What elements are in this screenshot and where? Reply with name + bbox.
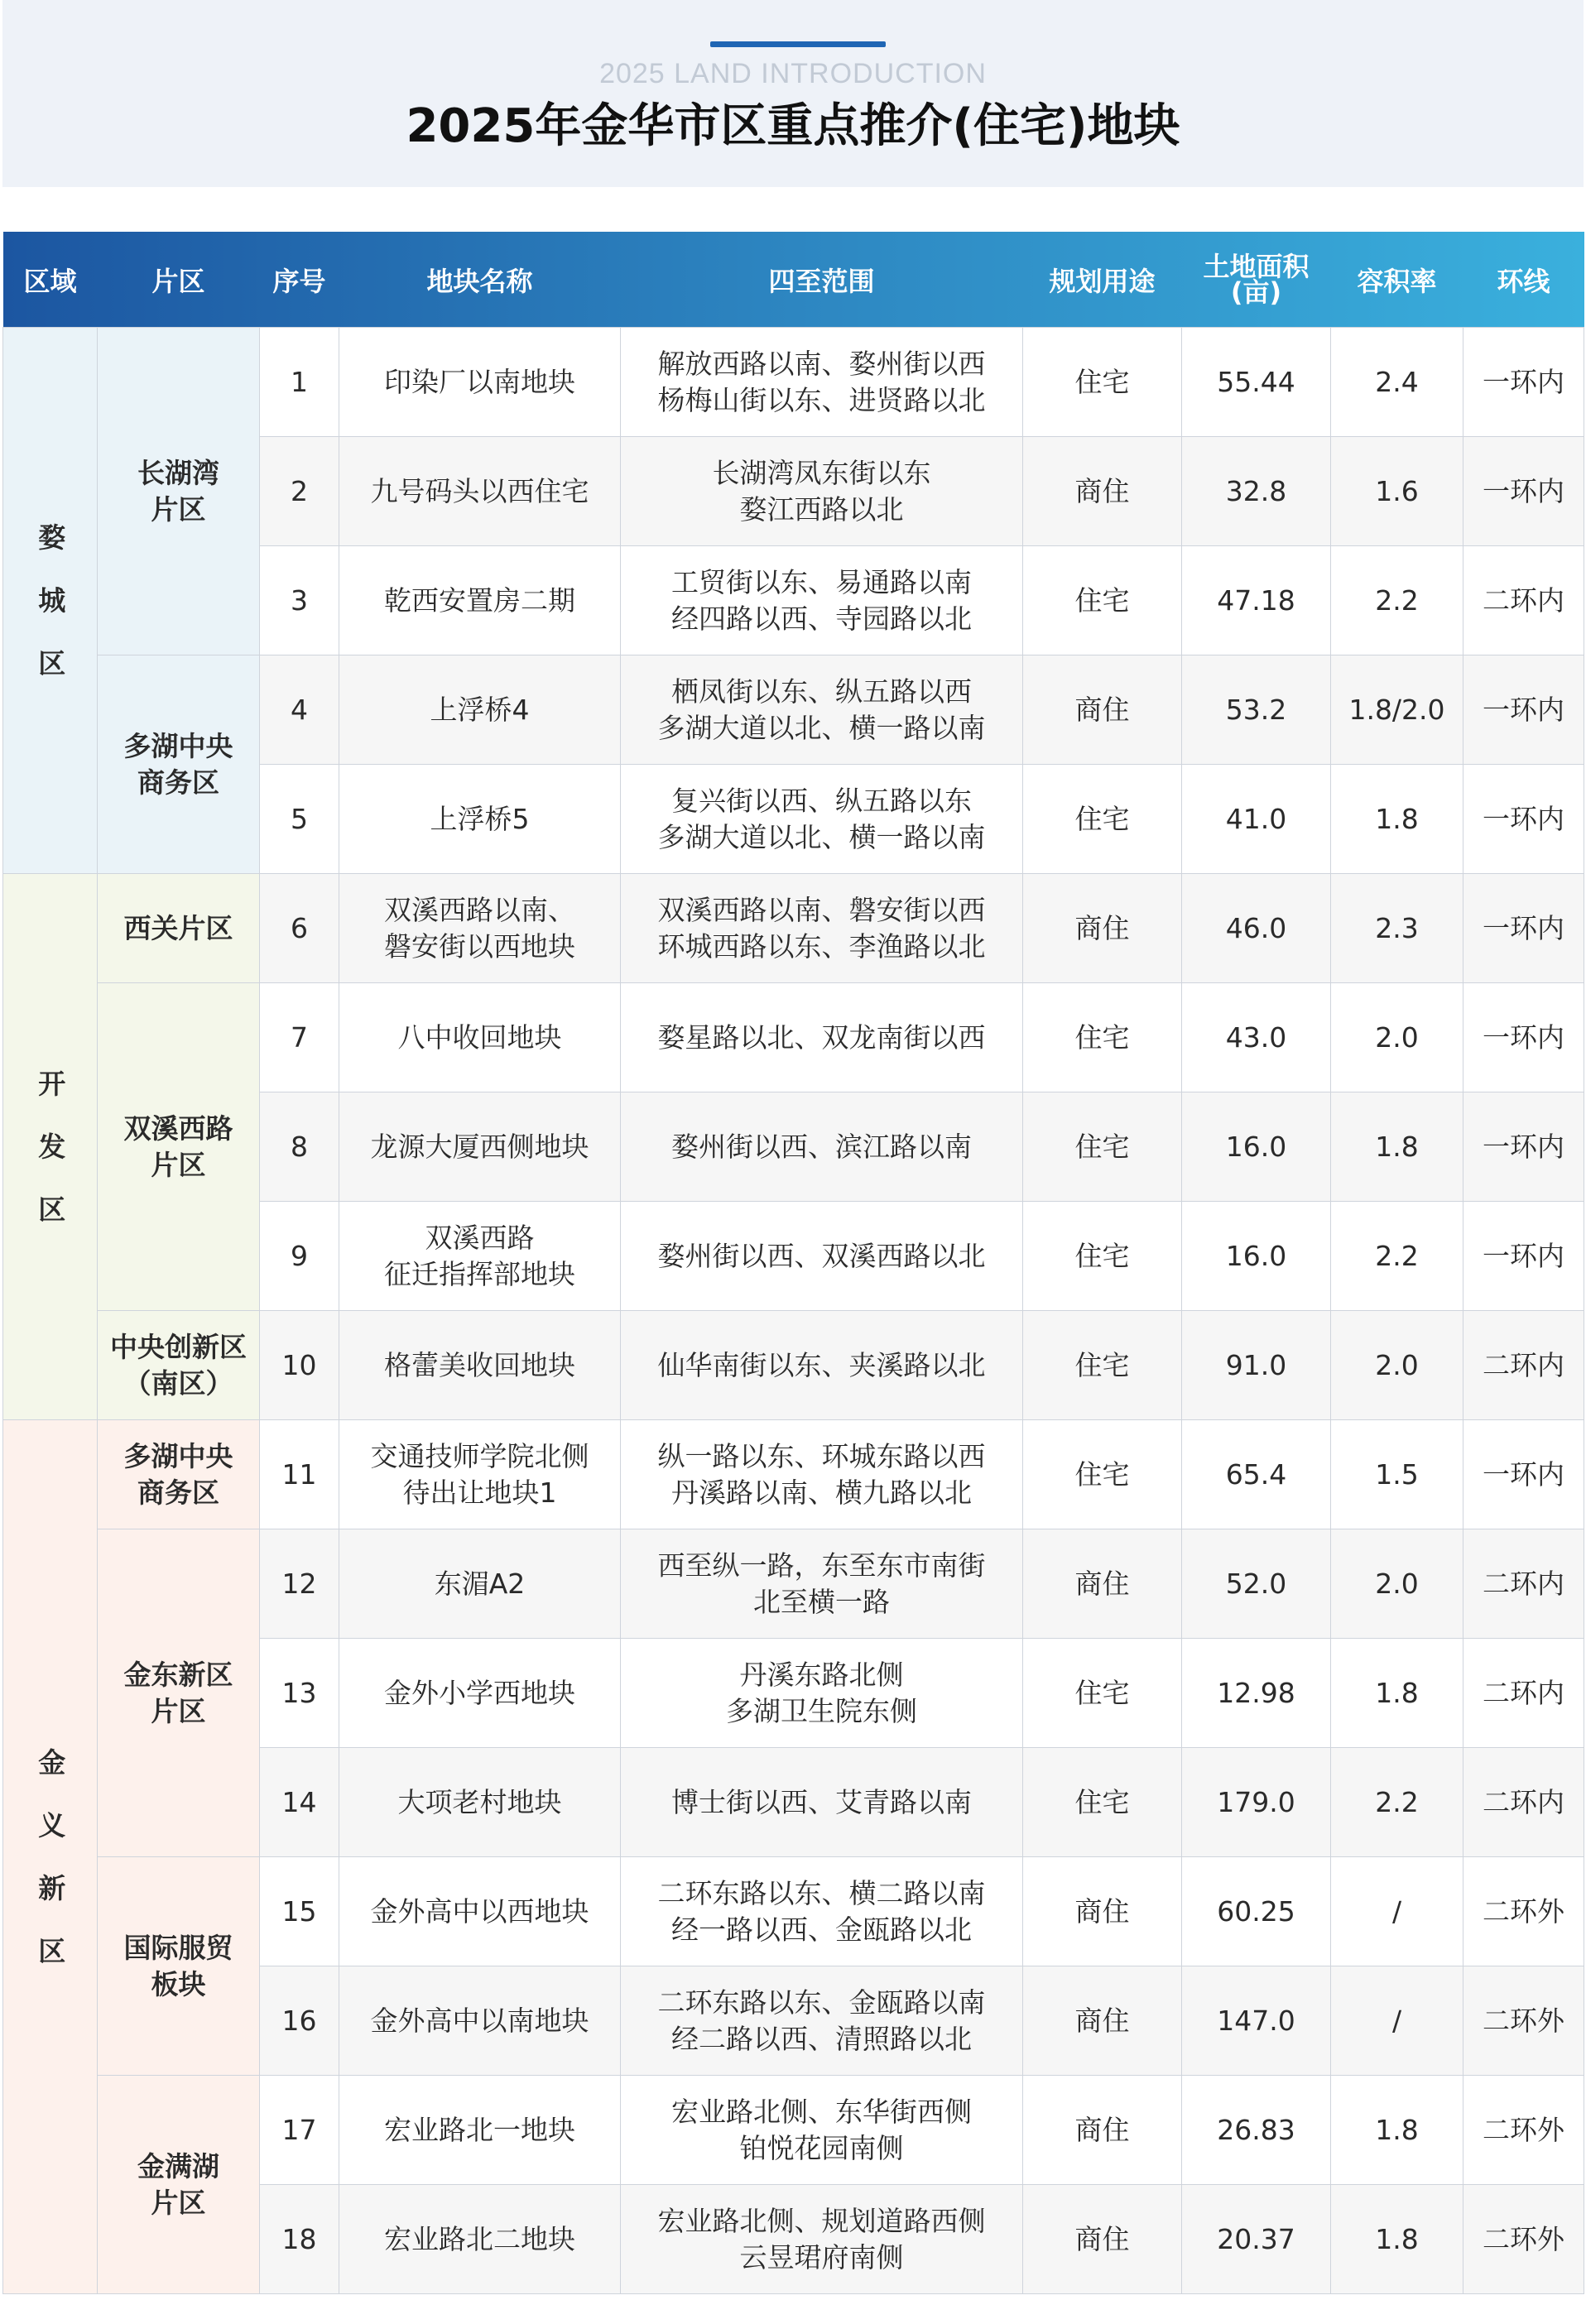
col-header-number: 序号 (272, 265, 326, 297)
name-cell: 格蕾美收回地块 (339, 1311, 621, 1420)
range-cell: 解放西路以南、婺州街以西 杨梅山街以东、进贤路以北 (621, 328, 1023, 437)
number-cell: 18 (260, 2185, 339, 2294)
range-cell: 博士街以西、艾青路以南 (621, 1748, 1023, 1857)
ring-cell: 二环内 (1463, 1529, 1584, 1639)
use-cell: 商住 (1023, 1529, 1182, 1639)
area-cell: 国际服贸 板块 (98, 1857, 260, 2076)
use-cell: 住宅 (1023, 1420, 1182, 1529)
col-header-range: 四至范围 (768, 265, 875, 297)
far-cell: 1.8/2.0 (1331, 655, 1463, 765)
use-cell: 商住 (1023, 874, 1182, 983)
name-cell: 交通技师学院北侧 待出让地块1 (339, 1420, 621, 1529)
use-cell: 住宅 (1023, 1311, 1182, 1420)
page-header (2, 0, 1584, 187)
name-cell: 印染厂以南地块 (339, 328, 621, 437)
far-cell: 2.2 (1331, 1202, 1463, 1311)
range-cell: 工贸街以东、易通路以南 经四路以西、寺园路以北 (621, 546, 1023, 655)
number-cell: 9 (260, 1202, 339, 1311)
ring-cell: 一环内 (1463, 655, 1584, 765)
name-cell: 上浮桥4 (339, 655, 621, 765)
size-cell: 26.83 (1182, 2076, 1331, 2185)
number-cell: 13 (260, 1639, 339, 1748)
region-cell: 金 义 新 区 (3, 1420, 98, 2294)
far-cell: 2.2 (1331, 546, 1463, 655)
number-cell: 3 (260, 546, 339, 655)
area-cell: 金满湖 片区 (98, 2076, 260, 2294)
range-cell: 复兴街以西、纵五路以东 多湖大道以北、横一路以南 (621, 765, 1023, 874)
area-cell: 中央创新区 （南区） (98, 1311, 260, 1420)
name-cell: 乾西安置房二期 (339, 546, 621, 655)
number-cell: 4 (260, 655, 339, 765)
header-subtitle: 2025 LAND INTRODUCTION (599, 58, 987, 89)
name-cell: 九号码头以西住宅 (339, 437, 621, 546)
name-cell: 双溪西路 征迁指挥部地块 (339, 1202, 621, 1311)
far-cell: / (1331, 1857, 1463, 1966)
col-header-size: 土地面积 (亩) (1203, 251, 1310, 308)
far-cell: 2.0 (1331, 1311, 1463, 1420)
use-cell: 住宅 (1023, 765, 1182, 874)
name-cell: 宏业路北二地块 (339, 2185, 621, 2294)
use-cell: 商住 (1023, 2185, 1182, 2294)
use-cell: 商住 (1023, 437, 1182, 546)
size-cell: 46.0 (1182, 874, 1331, 983)
ring-cell: 一环内 (1463, 437, 1584, 546)
size-cell: 16.0 (1182, 1092, 1331, 1202)
table-row (3, 1529, 1584, 1639)
far-cell: 2.0 (1331, 1529, 1463, 1639)
table-row (3, 2076, 1584, 2185)
name-cell: 宏业路北一地块 (339, 2076, 621, 2185)
number-cell: 14 (260, 1748, 339, 1857)
page-title: 2025年金华市区重点推介(住宅)地块 (406, 99, 1180, 153)
range-cell: 仙华南街以东、夹溪路以北 (621, 1311, 1023, 1420)
name-cell: 双溪西路以南、 磐安街以西地块 (339, 874, 621, 983)
number-cell: 15 (260, 1857, 339, 1966)
land-table (2, 232, 1584, 2294)
region-cell: 婺 城 区 (3, 328, 98, 874)
size-cell: 91.0 (1182, 1311, 1331, 1420)
ring-cell: 二环外 (1463, 1966, 1584, 2076)
table-row (3, 874, 1584, 983)
table-row (3, 328, 1584, 437)
use-cell: 住宅 (1023, 1202, 1182, 1311)
size-cell: 12.98 (1182, 1639, 1331, 1748)
range-cell: 二环东路以东、横二路以南 经一路以西、金瓯路以北 (621, 1857, 1023, 1966)
size-cell: 147.0 (1182, 1966, 1331, 2076)
table-header-row (3, 232, 1584, 328)
range-cell: 婺州街以西、双溪西路以北 (621, 1202, 1023, 1311)
name-cell: 金外高中以西地块 (339, 1857, 621, 1966)
range-cell: 西至纵一路，东至东市南街 北至横一路 (621, 1529, 1023, 1639)
far-cell: 2.3 (1331, 874, 1463, 983)
area-cell: 长湖湾 片区 (98, 328, 260, 655)
size-cell: 179.0 (1182, 1748, 1331, 1857)
table-row (3, 1857, 1584, 1966)
far-cell: 1.8 (1331, 2185, 1463, 2294)
range-cell: 婺州街以西、滨江路以南 (621, 1092, 1023, 1202)
far-cell: / (1331, 1966, 1463, 2076)
number-cell: 8 (260, 1092, 339, 1202)
area-cell: 多湖中央 商务区 (98, 1420, 260, 1529)
range-cell: 长湖湾凤东街以东 婺江西路以北 (621, 437, 1023, 546)
size-cell: 60.25 (1182, 1857, 1331, 1966)
ring-cell: 二环内 (1463, 1639, 1584, 1748)
ring-cell: 二环内 (1463, 1311, 1584, 1420)
header-accent-bar (710, 41, 886, 47)
use-cell: 商住 (1023, 2076, 1182, 2185)
use-cell: 住宅 (1023, 1748, 1182, 1857)
region-cell: 开 发 区 (3, 874, 98, 1420)
size-cell: 55.44 (1182, 328, 1331, 437)
size-cell: 16.0 (1182, 1202, 1331, 1311)
ring-cell: 二环外 (1463, 2185, 1584, 2294)
ring-cell: 一环内 (1463, 1420, 1584, 1529)
use-cell: 住宅 (1023, 983, 1182, 1092)
table-row (3, 1420, 1584, 1529)
table-row (3, 655, 1584, 765)
col-header-far: 容积率 (1357, 265, 1437, 297)
area-cell: 双溪西路 片区 (98, 983, 260, 1311)
far-cell: 1.8 (1331, 1092, 1463, 1202)
far-cell: 2.4 (1331, 328, 1463, 437)
ring-cell: 一环内 (1463, 1202, 1584, 1311)
use-cell: 住宅 (1023, 1639, 1182, 1748)
number-cell: 10 (260, 1311, 339, 1420)
name-cell: 东湄A2 (339, 1529, 621, 1639)
number-cell: 6 (260, 874, 339, 983)
col-header-region: 区域 (23, 265, 77, 297)
number-cell: 7 (260, 983, 339, 1092)
ring-cell: 一环内 (1463, 874, 1584, 983)
use-cell: 商住 (1023, 1857, 1182, 1966)
ring-cell: 一环内 (1463, 983, 1584, 1092)
far-cell: 1.5 (1331, 1420, 1463, 1529)
far-cell: 1.8 (1331, 1639, 1463, 1748)
number-cell: 1 (260, 328, 339, 437)
number-cell: 17 (260, 2076, 339, 2185)
number-cell: 5 (260, 765, 339, 874)
size-cell: 52.0 (1182, 1529, 1331, 1639)
table-row (3, 983, 1584, 1092)
far-cell: 1.8 (1331, 765, 1463, 874)
ring-cell: 二环外 (1463, 1857, 1584, 1966)
far-cell: 1.6 (1331, 437, 1463, 546)
size-cell: 41.0 (1182, 765, 1331, 874)
far-cell: 2.0 (1331, 983, 1463, 1092)
col-header-use: 规划用途 (1049, 265, 1156, 297)
table-row (3, 1311, 1584, 1420)
size-cell: 47.18 (1182, 546, 1331, 655)
use-cell: 住宅 (1023, 1092, 1182, 1202)
table-body (3, 328, 1584, 2294)
size-cell: 53.2 (1182, 655, 1331, 765)
name-cell: 金外小学西地块 (339, 1639, 621, 1748)
size-cell: 65.4 (1182, 1420, 1331, 1529)
range-cell: 宏业路北侧、东华街西侧 铂悦花园南侧 (621, 2076, 1023, 2185)
name-cell: 八中收回地块 (339, 983, 621, 1092)
ring-cell: 二环内 (1463, 546, 1584, 655)
col-header-name: 地块名称 (426, 265, 533, 297)
use-cell: 住宅 (1023, 328, 1182, 437)
ring-cell: 二环内 (1463, 1748, 1584, 1857)
far-cell: 1.8 (1331, 2076, 1463, 2185)
name-cell: 大项老村地块 (339, 1748, 621, 1857)
name-cell: 上浮桥5 (339, 765, 621, 874)
number-cell: 2 (260, 437, 339, 546)
ring-cell: 二环外 (1463, 2076, 1584, 2185)
col-header-area: 片区 (151, 265, 205, 297)
range-cell: 双溪西路以南、磐安街以西 环城西路以东、李渔路以北 (621, 874, 1023, 983)
use-cell: 商住 (1023, 1966, 1182, 2076)
range-cell: 丹溪东路北侧 多湖卫生院东侧 (621, 1639, 1023, 1748)
far-cell: 2.2 (1331, 1748, 1463, 1857)
number-cell: 16 (260, 1966, 339, 2076)
col-header-ring: 环线 (1497, 265, 1550, 297)
range-cell: 栖凤街以东、纵五路以西 多湖大道以北、横一路以南 (621, 655, 1023, 765)
range-cell: 二环东路以东、金瓯路以南 经二路以西、清照路以北 (621, 1966, 1023, 2076)
area-cell: 西关片区 (98, 874, 260, 983)
ring-cell: 一环内 (1463, 1092, 1584, 1202)
area-cell: 金东新区 片区 (98, 1529, 260, 1857)
number-cell: 12 (260, 1529, 339, 1639)
range-cell: 纵一路以东、环城东路以西 丹溪路以南、横九路以北 (621, 1420, 1023, 1529)
use-cell: 住宅 (1023, 546, 1182, 655)
ring-cell: 一环内 (1463, 328, 1584, 437)
range-cell: 宏业路北侧、规划道路西侧 云昱珺府南侧 (621, 2185, 1023, 2294)
size-cell: 20.37 (1182, 2185, 1331, 2294)
name-cell: 龙源大厦西侧地块 (339, 1092, 621, 1202)
name-cell: 金外高中以南地块 (339, 1966, 621, 2076)
number-cell: 11 (260, 1420, 339, 1529)
size-cell: 32.8 (1182, 437, 1331, 546)
size-cell: 43.0 (1182, 983, 1331, 1092)
use-cell: 商住 (1023, 655, 1182, 765)
area-cell: 多湖中央 商务区 (98, 655, 260, 874)
range-cell: 婺星路以北、双龙南街以西 (621, 983, 1023, 1092)
ring-cell: 一环内 (1463, 765, 1584, 874)
